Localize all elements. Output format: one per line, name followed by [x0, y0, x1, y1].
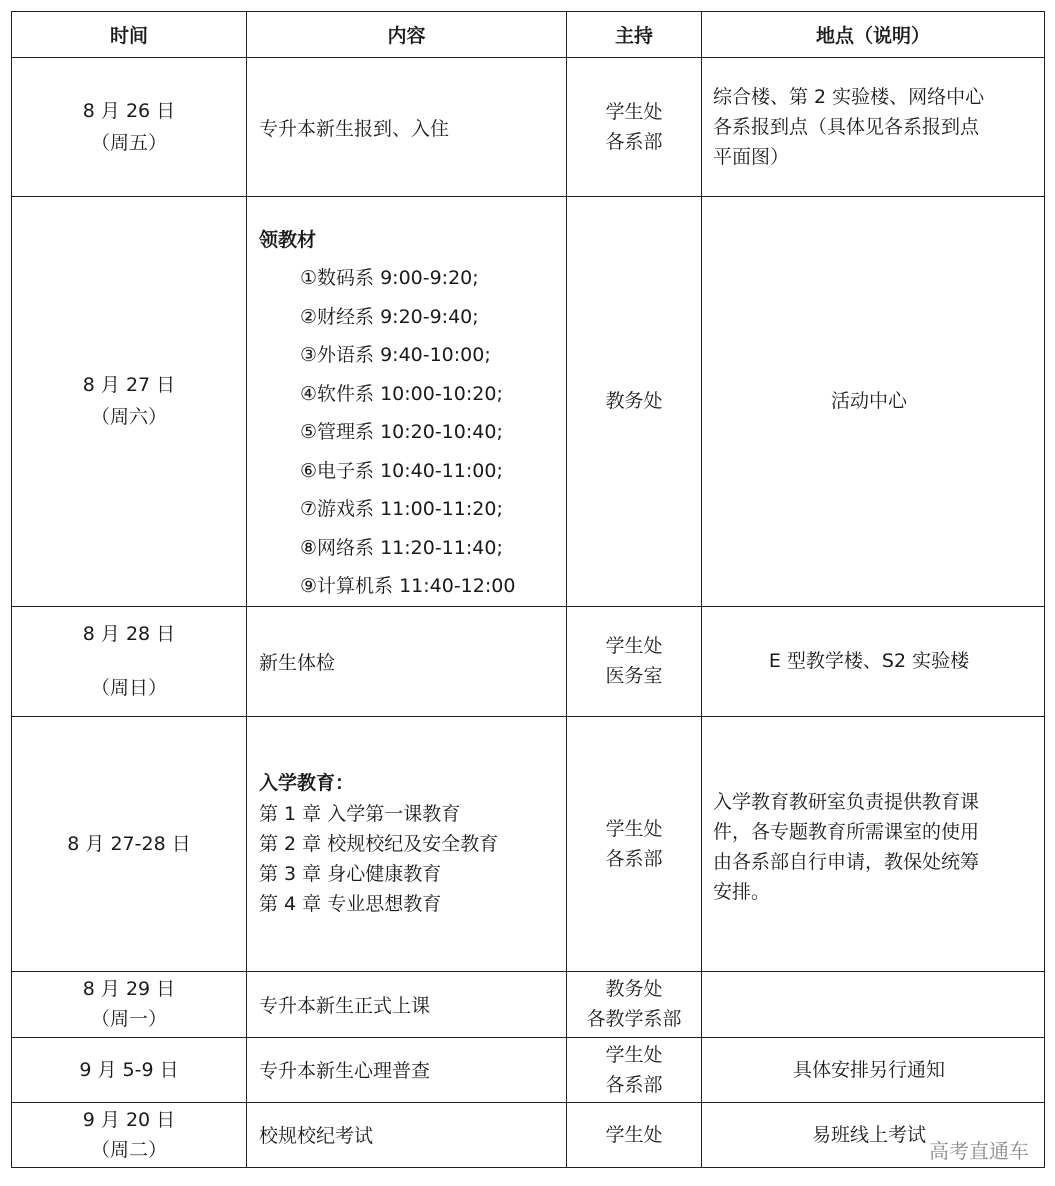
list-item: ①数码系 9:00-9:20;: [300, 267, 479, 289]
location-text: 由各系部自行申请，教保处统筹: [713, 850, 980, 873]
date-text: 9 月 20 日: [82, 1108, 176, 1131]
header-time: 时间: [12, 12, 247, 58]
content-cell: 新生体检: [247, 606, 567, 716]
header-content: 内容: [247, 12, 567, 58]
table-row: [12, 1037, 1045, 1102]
host-cell: [567, 716, 702, 971]
header-location: 地点（说明）: [702, 12, 1045, 58]
location-cell: [702, 58, 1045, 197]
location-text: 具体安排另行通知: [792, 1058, 945, 1081]
time-cell: [12, 606, 247, 716]
location-cell: [702, 971, 1045, 1037]
host-text: 教务处: [605, 978, 663, 1000]
list-item: ⑦游戏系 11:00-11:20;: [300, 498, 503, 520]
weekday-text: （周五）: [90, 132, 167, 154]
location-text: 综合楼、第 2 实验楼、网络中心: [713, 86, 985, 108]
time-cell: [12, 716, 247, 971]
host-text: 学生处: [605, 1123, 663, 1146]
table-row: [12, 606, 1045, 716]
location-text: 入学教育教研室负责提供教育课: [713, 790, 980, 813]
host-text: 各系部: [605, 1073, 663, 1096]
location-cell: [702, 606, 1045, 716]
date-text: 9 月 5-9 日: [79, 1058, 179, 1081]
content-cell: 专升本新生正式上课: [247, 971, 567, 1037]
host-cell: [567, 606, 702, 716]
date-text: 8 月 29 日: [82, 978, 176, 1000]
host-text: 各系部: [605, 847, 663, 870]
list-item: 第 4 章 专业思想教育: [259, 893, 442, 915]
list-item: ⑨计算机系 11:40-12:00: [300, 575, 516, 597]
host-text: 学生处: [605, 635, 663, 657]
host-text: 学生处: [605, 101, 663, 123]
location-cell: [702, 1037, 1045, 1102]
host-cell: [567, 971, 702, 1037]
list-item: ④软件系 10:00-10:20;: [300, 382, 503, 405]
date-text: 8 月 28 日: [82, 623, 176, 645]
table-row: [12, 716, 1045, 971]
header-row: [12, 12, 1045, 58]
date-text: 8 月 26 日: [82, 100, 176, 122]
weekday-text: （周二）: [90, 1138, 167, 1161]
time-cell: [12, 58, 247, 197]
content-cell: 专升本新生心理普查: [247, 1037, 567, 1102]
weekday-text: （周六）: [90, 406, 167, 429]
content-title: 入学教育：: [259, 772, 355, 794]
content-cell: [247, 716, 567, 971]
list-item: ②财经系 9:20-9:40;: [300, 305, 479, 328]
time-cell: [12, 1102, 247, 1167]
list-item: ⑤管理系 10:20-10:40;: [300, 421, 503, 443]
location-text: E 型教学楼、S2 实验楼: [768, 650, 970, 672]
time-cell: [12, 971, 247, 1037]
textbook-schedule-list: [259, 259, 566, 606]
table-row: [12, 1102, 1045, 1167]
location-cell: [702, 197, 1045, 607]
schedule-table: [11, 11, 1045, 1168]
table-row: [12, 197, 1045, 607]
location-text: 安排。: [713, 880, 771, 903]
list-item: 第 3 章 身心健康教育: [259, 863, 442, 885]
host-cell: [567, 197, 702, 607]
time-cell: [12, 1037, 247, 1102]
date-text: 8 月 27 日: [82, 374, 176, 397]
table-row: [12, 971, 1045, 1037]
watermark-text: 高考直通车: [929, 1139, 1029, 1163]
list-item: ③外语系 9:40-10:00;: [300, 344, 491, 366]
location-text: 件，各专题教育所需课室的使用: [713, 820, 980, 843]
weekday-text: （周日）: [90, 677, 167, 699]
host-text: 教务处: [605, 390, 663, 413]
table-row: [12, 58, 1045, 197]
content-cell: 专升本新生报到、入住: [247, 58, 567, 197]
location-text: 活动中心: [830, 390, 907, 413]
host-text: 学生处: [605, 1043, 663, 1066]
list-item: ⑧网络系 11:20-11:40;: [300, 536, 503, 559]
location-text: 各系报到点（具体见各系报到点: [713, 116, 980, 138]
host-cell: [567, 58, 702, 197]
content-title: 领教材: [259, 229, 317, 251]
list-item: 第 2 章 校规校纪及安全教育: [259, 833, 499, 855]
host-text: 各系部: [605, 131, 663, 153]
host-text: 各教学系部: [586, 1008, 682, 1030]
weekday-text: （周一）: [90, 1008, 167, 1030]
content-cell: 校规校纪考试: [247, 1102, 567, 1167]
header-host: 主持: [567, 12, 702, 58]
host-cell: [567, 1037, 702, 1102]
content-cell: [247, 197, 567, 607]
location-text: 平面图）: [713, 146, 790, 168]
list-item: 第 1 章 入学第一课教育: [259, 803, 461, 825]
location-cell: [702, 716, 1045, 971]
time-cell: [12, 197, 247, 607]
location-text: 易班线上考试: [811, 1123, 926, 1146]
host-text: 医务室: [605, 665, 663, 687]
host-text: 学生处: [605, 817, 663, 840]
host-cell: [567, 1102, 702, 1167]
list-item: ⑥电子系 10:40-11:00;: [300, 459, 503, 482]
date-text: 8 月 27-28 日: [67, 832, 191, 855]
